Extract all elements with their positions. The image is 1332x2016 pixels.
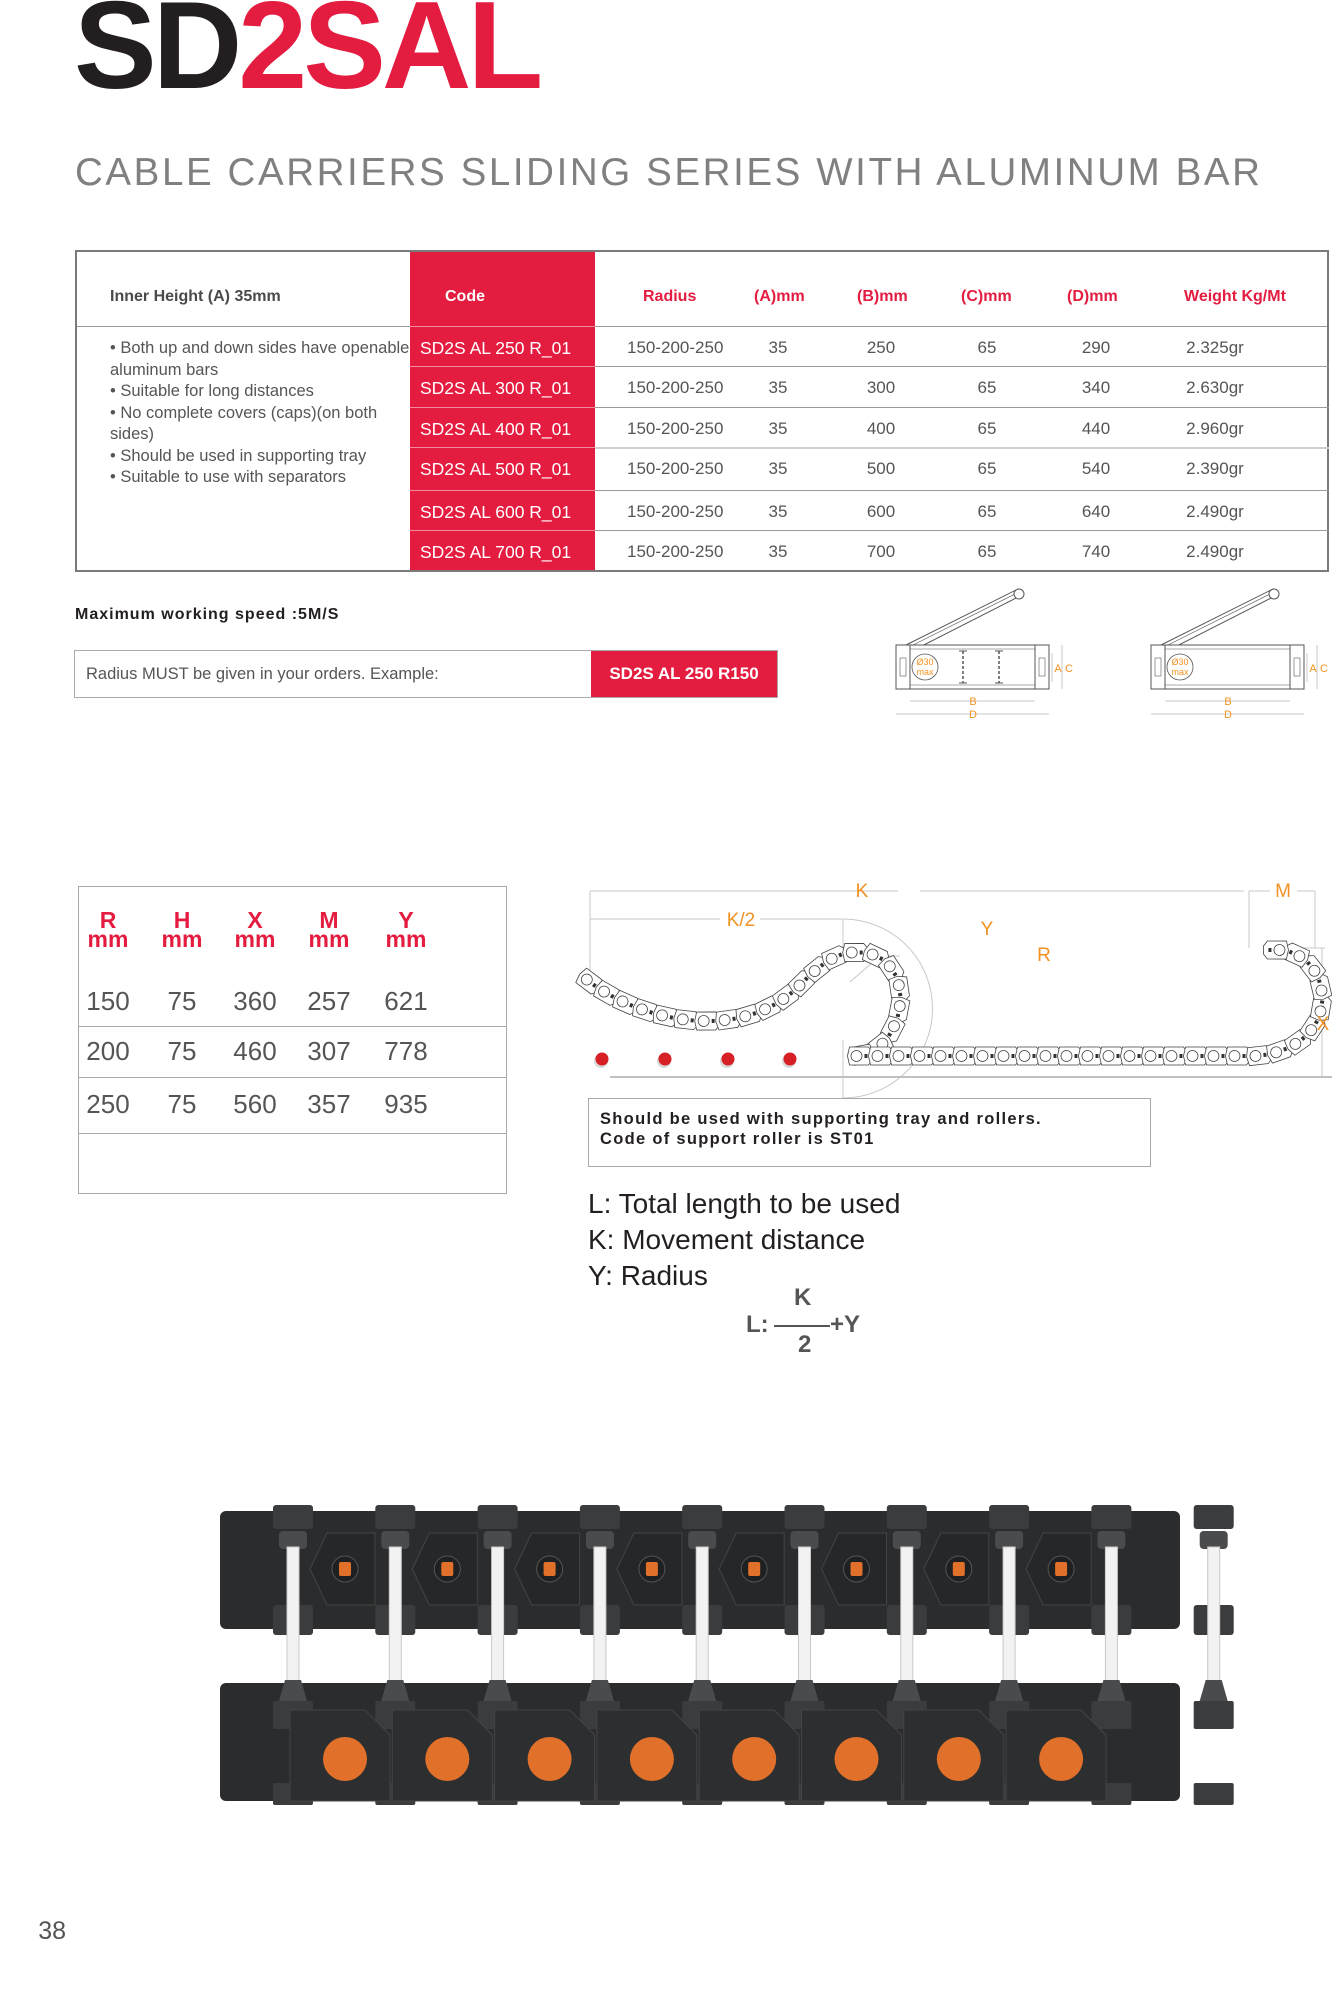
row-a: 35 [768,378,788,397]
aluminum-bar [287,1547,299,1697]
aluminum-bar [799,1547,811,1697]
row-weight: 2.325gr [1186,338,1244,357]
dim-label-c: C [1320,663,1328,675]
aluminum-bar [492,1547,504,1697]
support-roller [596,1053,609,1066]
chain-link [1263,941,1288,959]
link-connector [785,1505,825,1529]
geometry-cell: 935 [384,1089,428,1119]
row-a: 35 [768,338,788,357]
product-title-suffix: 2SAL [238,0,540,115]
formula-numerator: K [794,1284,812,1311]
row-radius: 150-200-250 [627,419,724,438]
length-formula [746,1284,876,1360]
row-d: 440 [1081,419,1111,438]
header-unit: mm [308,926,350,952]
link-connector [682,1505,722,1529]
orange-button [732,1737,776,1781]
dim-label-k-half: K/2 [726,910,756,931]
geometry-cell: 75 [167,986,197,1016]
bar-mount [381,1531,409,1549]
bar-hinge [1014,589,1024,599]
cross-section-with-separators [896,589,1073,721]
header-unit: mm [87,926,129,952]
bar-edge [909,592,1019,647]
bar-mount [995,1531,1023,1549]
divider [410,326,595,327]
row-c: 65 [977,338,997,357]
row-a: 35 [768,459,788,478]
link-connector [887,1505,927,1529]
orange-button [425,1737,469,1781]
header-c: (C)mm [961,288,1012,305]
feature-item: • No complete covers (caps)(on both sides) [110,403,378,443]
geometry-cell: 257 [307,986,351,1016]
row-radius: 150-200-250 [627,459,724,478]
support-rollers [594,1053,797,1069]
orange-button [323,1737,367,1781]
orange-button [937,1737,981,1781]
header-unit: mm [385,926,427,952]
product-title-prefix: SD [74,0,239,115]
header-a: (A)mm [754,288,805,305]
header-letter: X [247,907,263,933]
aluminum-bar [1208,1547,1220,1697]
feature-item: • Suitable to use with separators [110,468,346,486]
row-b: 700 [866,542,896,561]
link-connector [1194,1505,1234,1529]
dim-label-y: Y [980,919,994,940]
row-c: 65 [977,459,997,478]
orange-pin [544,1562,556,1576]
side-slot [1155,658,1161,676]
row-divider [595,447,1329,449]
link-connector [375,1505,415,1529]
legend-item: Y: Radius [588,1260,708,1291]
orange-button [835,1737,879,1781]
row-divider [79,1077,506,1078]
dim-label-d: D [969,709,977,721]
header-weight: Weight Kg/Mt [1184,288,1286,305]
row-code: SD2S AL 250 R_01 [420,338,572,358]
geometry-cell: 778 [384,1036,428,1066]
geometry-cell: 75 [167,1089,197,1119]
orange-button [1039,1737,1083,1781]
dim-label-m: M [1275,881,1291,902]
header-unit: mm [161,926,203,952]
bar-mount [279,1531,307,1549]
dim-label-c: C [1065,663,1073,675]
row-radius: 150-200-250 [627,502,724,521]
chain-links [574,941,1332,1066]
row-weight: 2.490gr [1186,502,1244,521]
diameter-max-label: max [1171,667,1189,677]
link-connector [478,1505,518,1529]
orange-pin [339,1562,351,1576]
side-slot [1294,658,1300,676]
orange-pin [953,1562,965,1576]
bar-mount [586,1531,614,1549]
orange-button [630,1737,674,1781]
header-radius: Radius [643,288,697,305]
row-b: 500 [866,459,896,478]
row-b: 600 [866,502,896,521]
dim-label-a: A [1054,663,1062,675]
header-d: (D)mm [1067,288,1118,305]
geometry-table [78,886,507,1194]
row-b: 400 [866,419,896,438]
row-weight: 2.960gr [1186,419,1244,438]
orange-pin [1055,1562,1067,1576]
cross-section-plain [1151,589,1328,721]
page-number: 38 [38,1917,66,1945]
row-a: 35 [768,542,788,561]
geometry-header [220,907,290,952]
row-a: 35 [768,419,788,438]
product-photo [215,1505,1195,1807]
row-d: 740 [1081,542,1111,561]
row-a: 35 [768,502,788,521]
bar-hinge [1269,589,1279,599]
orange-pin [851,1562,863,1576]
dim-label-a: A [1309,663,1317,675]
bar-mount [484,1531,512,1549]
orange-pin [748,1562,760,1576]
geometry-header [147,907,217,952]
inner-height-label: Inner Height (A) 35mm [110,288,281,305]
header-letter: M [319,907,339,933]
geometry-cell: 75 [167,1036,197,1066]
row-b: 300 [866,378,896,397]
product-title [74,0,540,115]
dim-label-x: X [1316,1014,1330,1035]
support-roller [784,1053,797,1066]
row-code: SD2S AL 400 R_01 [420,419,572,439]
geometry-cell: 621 [384,986,428,1016]
row-divider [595,407,1329,408]
row-d: 540 [1081,459,1111,478]
orange-pin [646,1562,658,1576]
row-weight: 2.630gr [1186,378,1244,397]
geometry-cell: 150 [86,986,130,1016]
aluminum-bar [696,1547,708,1697]
geometry-cell: 357 [307,1089,351,1119]
dim-label-d: D [1224,709,1232,721]
legend-item: K: Movement distance [588,1224,866,1255]
bar-mount [688,1531,716,1549]
header-letter: Y [398,907,414,933]
order-example-code: SD2S AL 250 R150 [591,651,777,697]
cable-carrier-top-view [220,1505,1234,1805]
link-connector [1194,1783,1234,1805]
row-radius: 150-200-250 [627,338,724,357]
aluminum-bar [901,1547,913,1697]
geometry-cell: 200 [86,1036,130,1066]
bar-mount [1200,1531,1228,1549]
row-d: 640 [1081,502,1111,521]
side-slot [900,658,906,676]
row-divider [595,366,1329,367]
row-divider [79,1026,506,1027]
header-letter: R [99,907,117,933]
link-connector [273,1505,313,1529]
side-slot [1039,658,1045,676]
opening-bar [906,589,1022,651]
geometry-header [294,907,364,952]
row-code: SD2S AL 300 R_01 [420,378,572,398]
row-d: 290 [1081,338,1111,357]
bar-mount [791,1531,819,1549]
link-connector [1091,1701,1131,1729]
row-weight: 2.390gr [1186,459,1244,478]
divider [410,447,595,448]
product-subtitle: CABLE CARRIERS SLIDING SERIES WITH ALUMINUM BAR [75,151,1263,194]
header-letter: H [173,907,191,933]
length-legend [588,1186,900,1294]
header-code: Code [445,288,485,305]
bar-mount [893,1531,921,1549]
row-divider [595,490,1329,491]
spec-table [75,250,1329,572]
dim-label-k: K [855,881,869,902]
legend-item: L: Total length to be used [588,1188,901,1219]
row-code: SD2S AL 600 R_01 [420,502,572,522]
header-unit: mm [234,926,276,952]
formula-denominator: 2 [798,1331,812,1358]
row-code: SD2S AL 700 R_01 [420,542,572,562]
link-connector [1091,1505,1131,1529]
row-d: 340 [1081,378,1111,397]
dimension-lines [590,891,1332,1098]
order-note-text: Radius MUST be given in your orders. Example: [86,665,439,683]
header-divider [77,326,1327,327]
row-c: 65 [977,419,997,438]
row-code: SD2S AL 500 R_01 [420,459,572,479]
note-line-2: Code of support roller is ST01 [600,1130,875,1148]
row-divider [595,530,1329,531]
bar-mount [1200,1680,1228,1701]
row-b: 250 [866,338,896,357]
divider [410,366,595,367]
chain-installation-diagram [580,870,1332,1095]
cross-section-drawings [890,600,1332,750]
bar-mount [1097,1531,1125,1549]
aluminum-bar [594,1547,606,1697]
formula-rhs: +Y [830,1311,861,1338]
dim-label-b: B [1224,696,1232,708]
divider [410,490,595,491]
bar-edge [1164,592,1274,647]
feature-list [110,338,410,489]
support-tray-note [588,1098,1151,1167]
geometry-cell: 250 [86,1089,130,1119]
diameter-label: Ø30 [1171,657,1189,667]
geometry-cell: 460 [233,1036,277,1066]
header-b: (B)mm [857,288,908,305]
link-connector [1194,1701,1234,1729]
link-connector [989,1505,1029,1529]
support-roller [659,1053,672,1066]
feature-item: • Suitable for long distances [110,382,314,400]
opening-bar [1161,589,1277,651]
aluminum-bar [1105,1547,1117,1697]
dim-label-b: B [969,696,977,708]
row-c: 65 [977,378,997,397]
orange-button [528,1737,572,1781]
max-speed-label: Maximum working speed :5M/S [75,606,340,623]
row-c: 65 [977,502,997,521]
geometry-cell: 307 [307,1036,351,1066]
row-c: 65 [977,542,997,561]
geometry-header [73,907,143,952]
divider [410,530,595,531]
geometry-header [371,907,441,952]
row-divider [79,1133,506,1134]
orange-pin [441,1562,453,1576]
link-connector [580,1505,620,1529]
divider [410,407,595,408]
geometry-cell: 560 [233,1089,277,1119]
row-radius: 150-200-250 [627,378,724,397]
feature-item: • Both up and down sides have openable aluminum bars [110,339,410,379]
aluminum-bar [389,1547,401,1697]
diameter-max-label: max [916,667,934,677]
support-roller [722,1053,735,1066]
feature-item: • Should be used in supporting tray [110,446,367,465]
diameter-label: Ø30 [916,657,934,667]
row-radius: 150-200-250 [627,542,724,561]
dim-label-r: R [1037,945,1051,966]
fraction-bar [774,1325,830,1327]
order-note-box [74,650,778,698]
aluminum-bar [1003,1547,1015,1697]
geometry-cell: 360 [233,986,277,1016]
row-weight: 2.490gr [1186,542,1244,561]
note-line-1: Should be used with supporting tray and rollers. [600,1110,1042,1128]
formula-lhs: L: [746,1311,769,1338]
